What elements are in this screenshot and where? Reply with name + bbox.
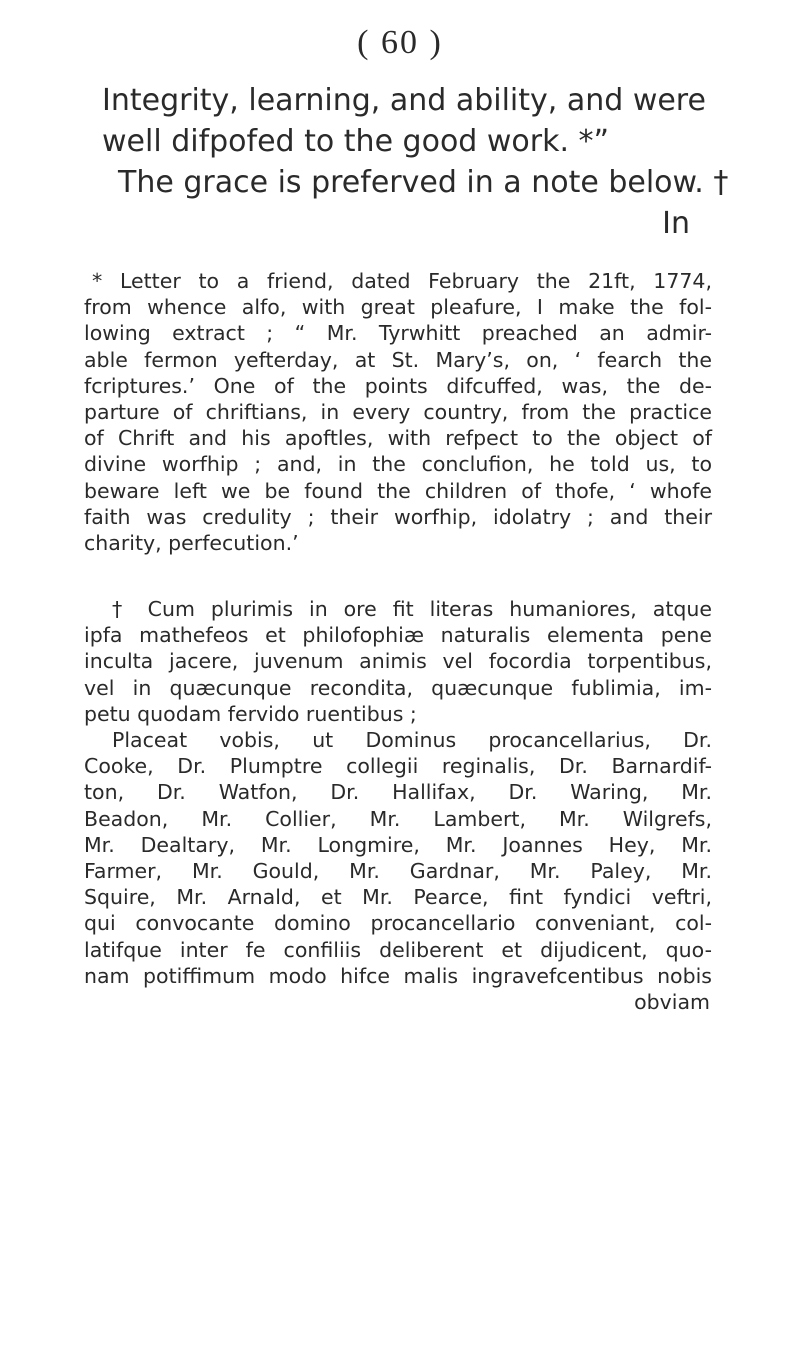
footnote-line: Mr. Dealtary, Mr. Longmire, Mr. Joannes Hey, Mr. [84,832,712,857]
catchword: In [662,206,690,241]
footnote-line: beware left we be found the children of thofe, ‘ whofe [84,478,712,503]
footnote-letter [84,268,712,556]
footnote-line: Cooke, Dr. Plumptre collegii reginalis, Dr. Barnardif- [84,754,712,779]
main-text-line: The grace is preferved in a note below. † [118,165,729,200]
footnote-line: latifque inter fe confiliis deliberent et dijudicent, quo- [84,937,712,962]
main-text [102,80,729,244]
footnote-line: Beadon, Mr. Collier, Mr. Lambert, Mr. Wilgrefs, [84,806,712,831]
footnote-grace [84,596,712,1015]
main-text-line: well difpofed to the good work. *” [102,124,610,159]
footnote-line: * Letter to a friend, dated February the 21ft, 1774, [92,269,712,293]
footnote-line: faith was credulity ; their worfhip, idolatry ; and their [84,504,712,529]
footnote-line: ton, Dr. Watfon, Dr. Hallifax, Dr. Waring, Mr. [84,780,712,805]
footnote-line: Farmer, Mr. Gould, Mr. Gardnar, Mr. Paley, Mr. [84,859,712,884]
footnote-line: petu quodam fervido ruentibus ; [84,701,417,726]
footnote-line: inculta jacere, juvenum animis vel focordia torpentibus, [84,649,712,674]
page-number: ( 60 ) [357,24,443,61]
footnote-line: nam potiffimum modo hifce malis ingravefcentibus nobis [84,963,712,988]
main-text-line: Integrity, learning, and ability, and were [102,83,706,118]
footnote-line: qui convocante domino procancellario conveniant, col- [84,911,712,936]
footnote-line: fcriptures.’ One of the points difcuffed, was, the de- [84,373,712,398]
footnote-line: vel in quæcunque recondita, quæcunque fublimia, im- [84,675,712,700]
footnote-line: ipfa mathefeos et philofophiæ naturalis elementa pene [84,623,712,648]
footnote-line: parture of chriftians, in every country, from the practice [84,400,712,425]
footnote-line: Squire, Mr. Arnald, et Mr. Pearce, fint fyndici veftri, [84,885,712,910]
footnote-line: divine worfhip ; and, in the conclufion, he told us, to [84,452,712,477]
footnote-line: Placeat vobis, ut Dominus procancellarius, Dr. [112,728,712,753]
footnote-line: charity, perfecution.’ [84,531,299,556]
footnote-line: lowing extract ; “ Mr. Tyrwhitt preached an admir- [84,321,712,346]
catchword: obviam [634,990,710,1015]
footnote-line: † Cum plurimis in ore fit literas humaniores, atque [112,597,712,621]
footnote-line: of Chrift and his apoftles, with refpect to the object of [84,426,712,451]
footnote-line: able fermon yefterday, at St. Mary’s, on, ‘ fearch the [84,347,712,372]
footnote-line: from whence alfo, with great pleafure, I make the fol- [84,295,712,320]
